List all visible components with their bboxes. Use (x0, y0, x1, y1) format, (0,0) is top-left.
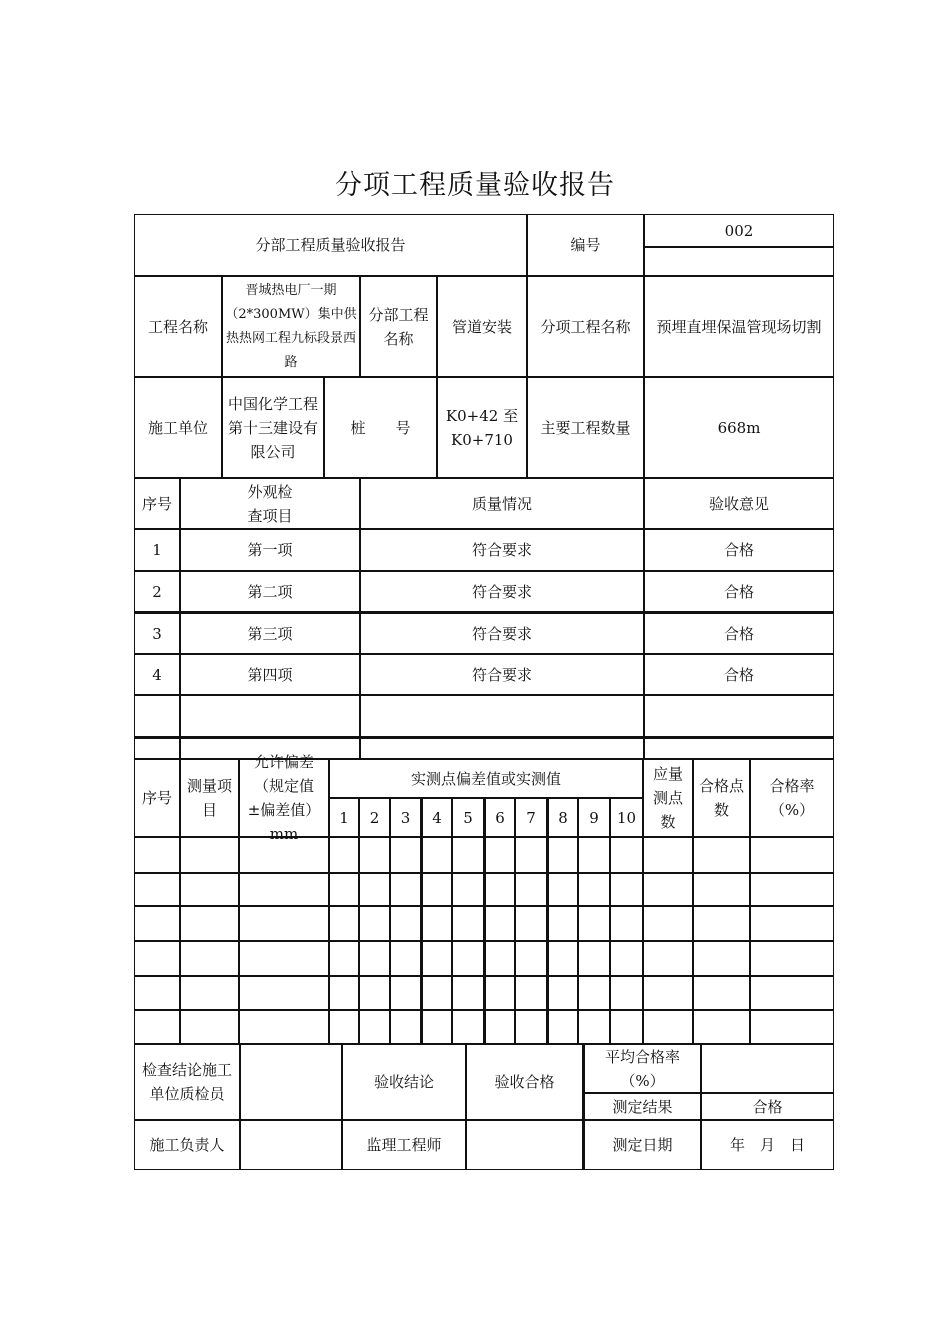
measure-pass-points-label: 合格点数 (693, 759, 750, 837)
point-number: 1 (329, 798, 359, 837)
table-row-opinion: 合格 (644, 612, 834, 654)
measure-grid-cell (484, 873, 515, 906)
visual-header-seq: 序号 (134, 478, 180, 529)
measure-grid-cell (421, 906, 452, 941)
measure-grid-cell (515, 976, 547, 1010)
measure-grid-cell (693, 873, 750, 906)
accept-label: 验收结论 (342, 1044, 466, 1120)
table-row-item: 第一项 (180, 529, 360, 571)
measure-grid-cell (421, 976, 452, 1010)
measure-grid-cell (547, 1010, 578, 1044)
measure-grid-cell (134, 837, 180, 873)
visual-header-item: 外观检查项目 (180, 478, 360, 529)
measure-grid-cell (421, 941, 452, 976)
measure-grid-cell (643, 906, 693, 941)
empty-cell (134, 737, 180, 759)
measure-grid-cell (484, 837, 515, 873)
avg-rate-value (701, 1044, 834, 1093)
division-label: 分部工程名称 (360, 276, 437, 377)
measure-grid-cell (750, 976, 834, 1010)
measure-grid-cell (390, 976, 421, 1010)
measure-grid-cell (390, 906, 421, 941)
measure-grid-cell (390, 941, 421, 976)
measure-grid-cell (329, 941, 359, 976)
table-row-item: 第四项 (180, 654, 360, 695)
measure-grid-cell (693, 976, 750, 1010)
measure-grid-cell (390, 1010, 421, 1044)
point-number: 2 (359, 798, 390, 837)
measure-grid-cell (484, 941, 515, 976)
measure-item-label: 测量项目 (180, 759, 239, 837)
visual-header-quality: 质量情况 (360, 478, 644, 529)
measure-grid-cell (484, 1010, 515, 1044)
measure-grid-cell (643, 941, 693, 976)
measure-grid-cell (515, 941, 547, 976)
measure-grid-cell (134, 1010, 180, 1044)
measure-grid-cell (329, 906, 359, 941)
measure-grid-cell (134, 906, 180, 941)
measure-grid-cell (329, 1010, 359, 1044)
measure-grid-cell (239, 906, 329, 941)
measure-grid-cell (578, 873, 610, 906)
measure-grid-cell (239, 837, 329, 873)
measure-grid-cell (693, 1010, 750, 1044)
point-number: 10 (610, 798, 643, 837)
measure-grid-cell (547, 906, 578, 941)
measure-grid-cell (180, 1010, 239, 1044)
quantity-value: 668m (644, 377, 834, 478)
stake-value: K0+42 至 K0+710 (437, 377, 527, 478)
point-number: 3 (390, 798, 421, 837)
report-label: 分部工程质量验收报告 (134, 214, 527, 276)
measure-grid-cell (359, 941, 390, 976)
table-row-item: 第二项 (180, 571, 360, 612)
measure-grid-cell (610, 976, 643, 1010)
measure-grid-cell (610, 837, 643, 873)
point-number: 9 (578, 798, 610, 837)
measure-grid-cell (452, 976, 484, 1010)
result-value: 合格 (701, 1093, 834, 1120)
measure-grid-cell (421, 837, 452, 873)
inspector-signature-cell (240, 1044, 342, 1120)
measure-grid-cell (452, 906, 484, 941)
measure-grid-cell (547, 941, 578, 976)
measure-grid-cell (239, 976, 329, 1010)
number-value: 002 (644, 214, 834, 247)
date-label: 测定日期 (583, 1120, 701, 1170)
measure-grid-cell (515, 837, 547, 873)
table-row-quality: 符合要求 (360, 529, 644, 571)
measure-grid-cell (359, 1010, 390, 1044)
measure-grid-cell (180, 941, 239, 976)
measure-grid-cell (547, 873, 578, 906)
measure-grid-cell (180, 837, 239, 873)
table-row-item: 第三项 (180, 612, 360, 654)
measure-grid-cell (329, 837, 359, 873)
measure-grid-cell (578, 941, 610, 976)
contractor-value: 中国化学工程第十三建设有限公司 (222, 377, 324, 478)
check-conclusion-label: 检查结论施工单位质检员 (134, 1044, 240, 1120)
manager-label: 施工负责人 (134, 1120, 240, 1170)
measure-grid-cell (578, 906, 610, 941)
measure-grid-cell (452, 873, 484, 906)
table-row-seq: 4 (134, 654, 180, 695)
division-value: 管道安装 (437, 276, 527, 377)
measure-grid-cell (578, 1010, 610, 1044)
subitem-label: 分项工程名称 (527, 276, 644, 377)
measure-grid-cell (547, 976, 578, 1010)
table-row-seq: 2 (134, 571, 180, 612)
manager-signature-cell (240, 1120, 342, 1170)
point-number: 7 (515, 798, 547, 837)
empty-cell (180, 695, 360, 737)
measure-grid-cell (329, 873, 359, 906)
measure-grid-cell (134, 873, 180, 906)
measure-points-label: 实测点偏差值或实测值 (329, 759, 643, 798)
measure-grid-cell (693, 941, 750, 976)
measure-grid-cell (750, 1010, 834, 1044)
measure-grid-cell (610, 906, 643, 941)
measure-grid-cell (452, 941, 484, 976)
measure-grid-cell (239, 1010, 329, 1044)
measure-grid-cell (484, 976, 515, 1010)
measure-grid-cell (452, 837, 484, 873)
measure-tolerance-label: 允许偏差（规定值±偏差值）mm (239, 759, 329, 837)
measure-grid-cell (515, 873, 547, 906)
table-row-seq: 1 (134, 529, 180, 571)
measure-grid-cell (421, 873, 452, 906)
subitem-value: 预埋直埋保温管现场切割 (644, 276, 834, 377)
measure-grid-cell (484, 906, 515, 941)
date-value: 年 月 日 (701, 1120, 834, 1170)
measure-grid-cell (643, 837, 693, 873)
measure-grid-cell (610, 941, 643, 976)
measure-grid-cell (610, 1010, 643, 1044)
measure-grid-cell (359, 837, 390, 873)
avg-rate-label: 平均合格率（%） (583, 1044, 701, 1093)
result-label: 测定结果 (583, 1093, 701, 1120)
measure-grid-cell (180, 906, 239, 941)
measure-grid-cell (750, 906, 834, 941)
measure-grid-cell (610, 873, 643, 906)
empty-cell (644, 737, 834, 759)
project-name-label: 工程名称 (134, 276, 222, 377)
measure-grid-cell (359, 906, 390, 941)
measure-grid-cell (180, 873, 239, 906)
measure-grid-cell (359, 873, 390, 906)
table-row-quality: 符合要求 (360, 612, 644, 654)
visual-header-opinion: 验收意见 (644, 478, 834, 529)
point-number: 6 (484, 798, 515, 837)
report-table (134, 214, 834, 1170)
measure-grid-cell (452, 1010, 484, 1044)
measure-grid-cell (693, 906, 750, 941)
measure-grid-cell (547, 837, 578, 873)
measure-grid-cell (750, 941, 834, 976)
supervisor-signature-cell (466, 1120, 583, 1170)
empty-cell (360, 737, 644, 759)
table-row-opinion: 合格 (644, 654, 834, 695)
measure-grid-cell (421, 1010, 452, 1044)
stake-label: 桩 号 (324, 377, 437, 478)
table-row-quality: 符合要求 (360, 654, 644, 695)
project-name-value: 晋城热电厂一期（2*300MW）集中供热热网工程九标段景西路 (222, 276, 360, 377)
empty-cell (644, 695, 834, 737)
number-extra-cell (644, 247, 834, 276)
measure-grid-cell (515, 906, 547, 941)
measure-grid-cell (578, 976, 610, 1010)
table-row-opinion: 合格 (644, 571, 834, 612)
empty-cell (134, 695, 180, 737)
number-label: 编号 (527, 214, 644, 276)
measure-should-label: 应量测点数 (643, 759, 693, 837)
measure-grid-cell (134, 976, 180, 1010)
measure-grid-cell (643, 976, 693, 1010)
measure-grid-cell (390, 837, 421, 873)
measure-grid-cell (693, 837, 750, 873)
measure-grid-cell (578, 837, 610, 873)
measure-pass-rate-label: 合格率（%） (750, 759, 834, 837)
measure-grid-cell (134, 941, 180, 976)
measure-grid-cell (180, 976, 239, 1010)
table-row-seq: 3 (134, 612, 180, 654)
point-number: 8 (547, 798, 578, 837)
contractor-label: 施工单位 (134, 377, 222, 478)
point-number: 4 (421, 798, 452, 837)
measure-seq-label: 序号 (134, 759, 180, 837)
measure-grid-cell (390, 873, 421, 906)
measure-grid-cell (329, 976, 359, 1010)
measure-grid-cell (643, 1010, 693, 1044)
empty-cell (360, 695, 644, 737)
measure-grid-cell (359, 976, 390, 1010)
measure-grid-cell (239, 941, 329, 976)
accept-value: 验收合格 (466, 1044, 583, 1120)
table-row-opinion: 合格 (644, 529, 834, 571)
measure-grid-cell (750, 873, 834, 906)
point-number: 5 (452, 798, 484, 837)
measure-grid-cell (643, 873, 693, 906)
measure-grid-cell (515, 1010, 547, 1044)
measure-grid-cell (239, 873, 329, 906)
measure-grid-cell (750, 837, 834, 873)
quantity-label: 主要工程数量 (527, 377, 644, 478)
supervisor-label: 监理工程师 (342, 1120, 466, 1170)
page-title: 分项工程质量验收报告 (335, 170, 615, 201)
table-row-quality: 符合要求 (360, 571, 644, 612)
